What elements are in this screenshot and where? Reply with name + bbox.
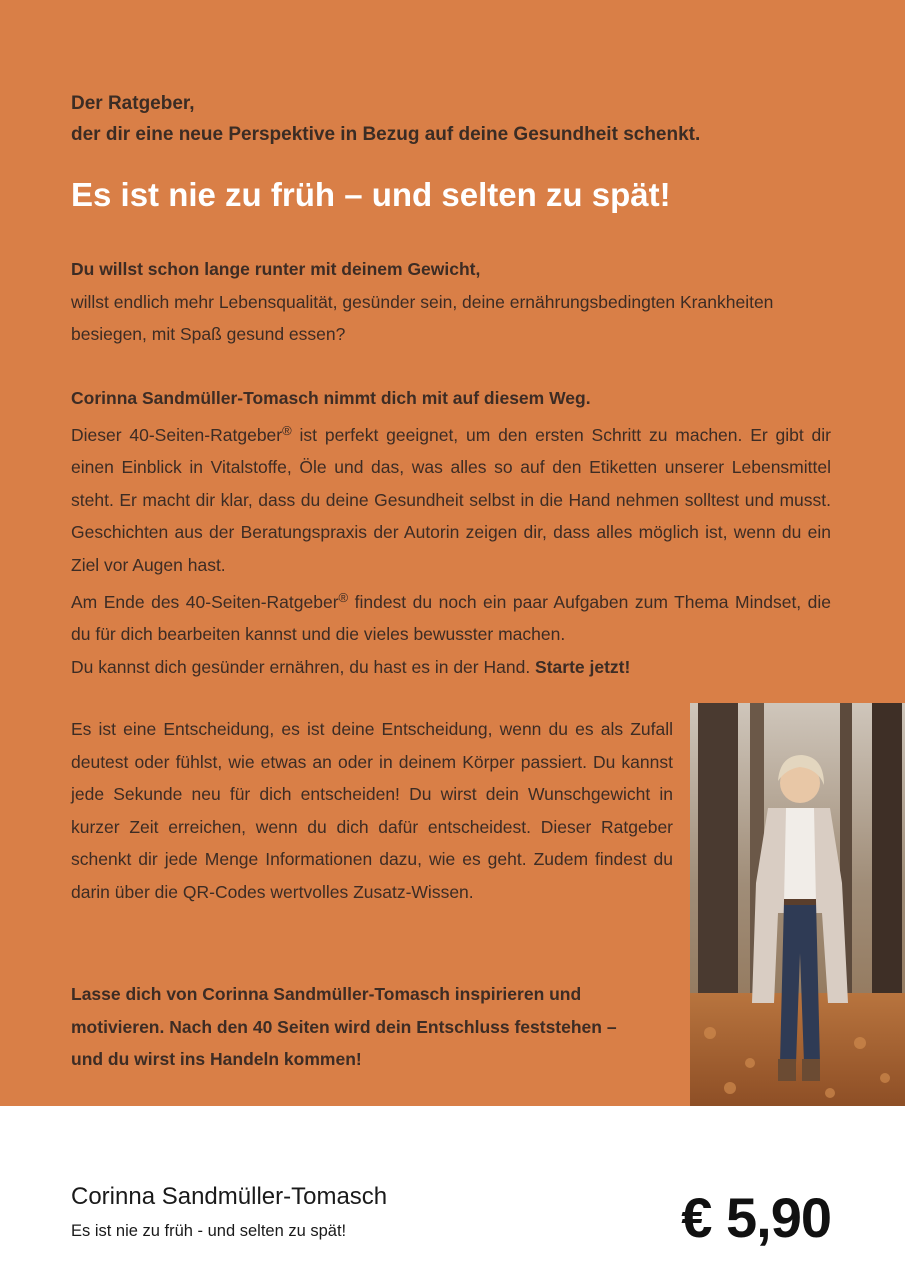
section1-lead: Du willst schon lange runter mit deinem Gewicht, [71, 259, 481, 279]
section2-p2-rest: findest du noch ein paar Aufgaben zum Thema Mindset, die du für dich bearbeiten kannst und die vieles bewusster machen. [71, 591, 832, 645]
section2-p3: Du kannst dich gesünder ernähren, du hast es in der Hand. [71, 656, 536, 677]
section-weight-goal [71, 253, 831, 351]
section4-text: Lasse dich von Corinna Sandmüller-Tomasch inspirieren und motivieren. Nach den 40 Seiten wird dein Entschluss feststehen – und du wirst ins Handeln kommen! [71, 984, 617, 1070]
section1-text: willst endlich mehr Lebensqualität, gesünder sein, deine ernährungsbedingten Krankheiten besiegen, mit Spaß gesund essen? [71, 291, 774, 345]
section2-p2-start: Am Ende des 40-Seiten-Ratgeber [71, 591, 339, 612]
section-inspiration [71, 978, 631, 1076]
section2-p1-rest: ist perfekt geeignet, um den ersten Schritt zu machen. Er gibt dir einen Einblick in Vitalstoffe, Öle und das, was alles so auf den Etiketten unserer Lebensmittel steht. Er macht dir klar, dass du deine Gesundheit selbst in die Hand nehmen solltest und musst. Geschichten aus der Beratungspraxis der Autorin zeigen dir, dass alles möglich ist, wenn du ein Ziel vor Augen hast. [71, 424, 831, 575]
price-label: € 5,90 [681, 1186, 831, 1249]
start-now-text: Starte jetzt! [535, 656, 631, 677]
intro-line-1: Der Ratgeber, [71, 93, 195, 114]
author-name: Corinna Sandmüller-Tomasch [71, 1183, 388, 1210]
intro-text [71, 88, 851, 150]
section2-p1-start: Dieser 40-Seiten-Ratgeber [71, 424, 283, 445]
registered-mark: ® [338, 589, 349, 605]
section-decision [71, 713, 673, 909]
book-subtitle: Es ist nie zu früh - und selten zu spät! [71, 1222, 347, 1240]
intro-line-2: der dir eine neue Perspektive in Bezug auf deine Gesundheit schenkt. [71, 124, 701, 145]
registered-mark: ® [282, 422, 292, 438]
section2-lead: Corinna Sandmüller-Tomasch nimmt dich mit auf diesem Weg. [71, 388, 591, 408]
section-author-guide [71, 382, 831, 683]
section3-text: Es ist eine Entscheidung, es ist deine Entscheidung, wenn du es als Zufall deutest oder fühlst, wie etwas an oder in deinem Körper passiert. Du kannst jede Sekunde neu für dich entscheiden! Du wirst dein Wunschgewicht in kurzer Zeit erreichen, wenn du dich dafür entscheidest. Dieser Ratgeber schenkt dir jede Menge Informationen dazu, wie es geht. Zudem findest du darin über die QR-Codes wertvolles Zusatz-Wissen. [71, 719, 673, 902]
headline: Es ist nie zu früh – und selten zu spät! [71, 176, 671, 213]
author-photo [690, 703, 905, 1106]
